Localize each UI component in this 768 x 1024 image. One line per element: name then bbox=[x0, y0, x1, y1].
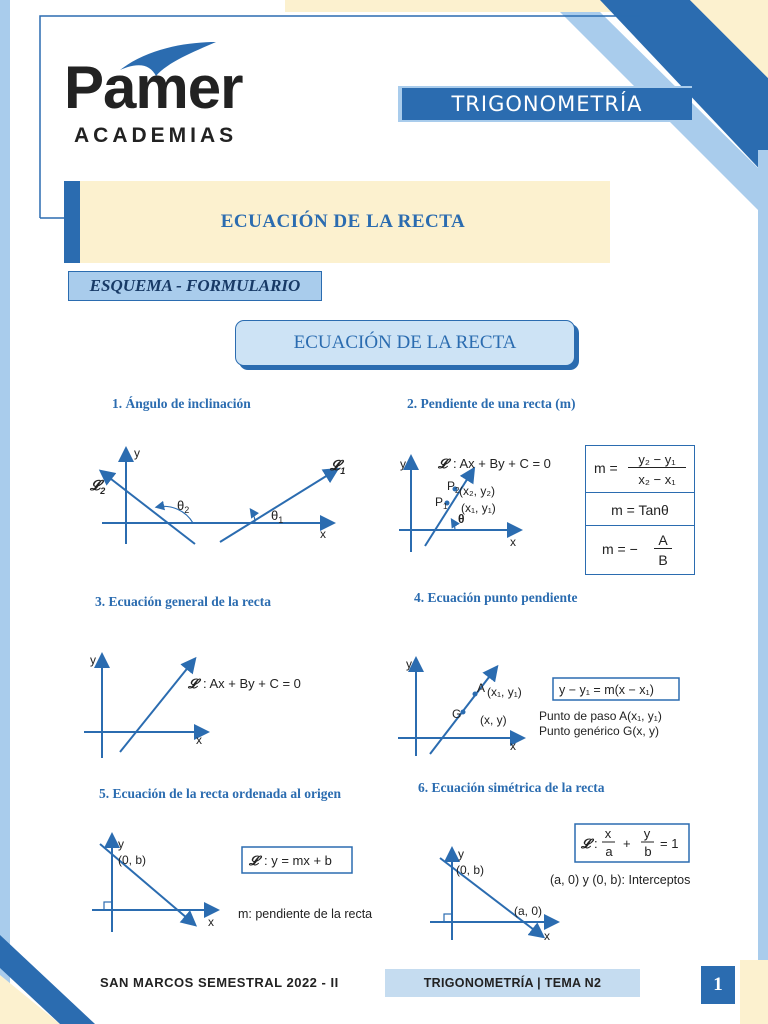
slope-intercept-formula: : y = mx + b bbox=[264, 853, 332, 868]
b-intercept-label: (0, b) bbox=[456, 863, 485, 877]
theta2-label: θ bbox=[177, 498, 185, 513]
section-5-title: 5. Ecuación de la recta ordenada al origen bbox=[99, 786, 341, 801]
svg-text:θ2: $\theta_2$ bbox=[177, 498, 190, 515]
x-label: x bbox=[208, 915, 214, 929]
slope-formula-coefficients: m = − A B bbox=[585, 525, 695, 575]
y-label: y bbox=[118, 837, 124, 851]
svg-text:𝓛: 𝓛 bbox=[438, 456, 448, 471]
svg-text:𝓛: 𝓛 bbox=[581, 836, 591, 851]
svg-text:P2: $P_2$ bbox=[447, 479, 460, 495]
slope-formula-tangent: m = Tanθ bbox=[585, 492, 695, 528]
p1-coordinates: (x₁, y₁) bbox=[461, 501, 496, 515]
p2-coordinates: (x₂, y₂) bbox=[459, 484, 495, 498]
section-1-title: 1. Ángulo de inclinación bbox=[112, 396, 251, 411]
line-l1 bbox=[220, 470, 336, 542]
svg-text:P1: $P_1$ bbox=[435, 495, 448, 511]
section-2-title: 2. Pendiente de una recta (m) bbox=[407, 396, 576, 411]
svg-text:x: x bbox=[604, 826, 612, 841]
footer-course: SAN MARCOS SEMESTRAL 2022 - II bbox=[100, 975, 339, 990]
svg-text:+: + bbox=[623, 836, 631, 851]
svg-text:a: a bbox=[605, 844, 613, 859]
b-intercept-label: (0, b) bbox=[118, 853, 147, 867]
theta-label: θ bbox=[458, 512, 465, 526]
symmetric-equation-diagram bbox=[428, 816, 738, 944]
svg-text:G: G bbox=[452, 707, 462, 721]
x-label: x bbox=[320, 527, 326, 541]
y-label: y bbox=[458, 847, 464, 861]
x-label: x bbox=[544, 929, 550, 943]
line-l bbox=[100, 844, 194, 924]
esquema-label: ESQUEMA - FORMULARIO bbox=[68, 271, 322, 301]
section-6-title: 6. Ecuación simétrica de la recta bbox=[418, 780, 605, 795]
svg-text:θ1: $\theta_1$ bbox=[271, 508, 284, 525]
x-label: x bbox=[510, 535, 516, 549]
general-equation: : Ax + By + C = 0 bbox=[453, 456, 551, 471]
svg-text:b: b bbox=[644, 844, 652, 859]
svg-text:= 1: = 1 bbox=[660, 836, 679, 851]
svg-text:A: A bbox=[477, 681, 486, 695]
brand-name: Pamer bbox=[64, 54, 243, 121]
l1-label: 𝓛 bbox=[330, 457, 341, 473]
general-equation: : Ax + By + C = 0 bbox=[203, 676, 301, 691]
x-label: x bbox=[510, 739, 516, 753]
main-title: ECUACIÓN DE LA RECTA bbox=[235, 320, 575, 366]
svg-text:𝓛: 𝓛 bbox=[249, 853, 259, 868]
page-number: 1 bbox=[701, 966, 735, 1004]
intercepts-note: (a, 0) y (0, b): Interceptos bbox=[550, 873, 691, 887]
point-slope-formula: y − y₁ = m(x − x₁) bbox=[559, 683, 654, 697]
slope-note: m: pendiente de la recta bbox=[238, 907, 373, 921]
topic-title: ECUACIÓN DE LA RECTA bbox=[220, 211, 466, 232]
y-label: y bbox=[406, 657, 412, 671]
slope-intercept-diagram bbox=[88, 806, 408, 936]
slope-formula-two-points: m = y₂ − y₁ x₂ − x₁ bbox=[585, 445, 695, 495]
note-generic-point: Punto genérico G(x, y) bbox=[539, 724, 660, 738]
svg-text:y: y bbox=[643, 826, 651, 841]
brand-subtitle: ACADEMIAS bbox=[74, 124, 238, 147]
a-coordinates: (x₁, y₁) bbox=[487, 685, 522, 699]
y-label: y bbox=[134, 446, 140, 460]
g-coordinates: (x, y) bbox=[480, 713, 507, 727]
subject-banner: TRIGONOMETRÍA bbox=[402, 88, 692, 120]
y-label: y bbox=[400, 457, 406, 471]
y-label: y bbox=[90, 653, 96, 667]
svg-text::: : bbox=[594, 836, 598, 851]
footer-topic: TRIGONOMETRÍA | TEMA N2 bbox=[385, 969, 640, 997]
svg-text:𝓛1: 𝓛$_1$ bbox=[330, 457, 346, 476]
note-passing-point: Punto de paso A(x₁, y₁) bbox=[539, 709, 662, 723]
line-l bbox=[120, 660, 194, 752]
svg-text:𝓛2: 𝓛$_2$ bbox=[90, 477, 106, 496]
x-label: x bbox=[196, 733, 202, 747]
svg-text:𝓛: 𝓛 bbox=[188, 676, 198, 691]
theta1-label: θ bbox=[271, 508, 279, 523]
point-slope-diagram bbox=[396, 652, 756, 757]
section-4-title: 4. Ecuación punto pendiente bbox=[414, 590, 578, 605]
a-intercept-label: (a, 0) bbox=[514, 904, 543, 918]
section-3-title: 3. Ecuación general de la recta bbox=[95, 594, 271, 609]
general-equation-diagram bbox=[84, 650, 334, 762]
l2-label: 𝓛 bbox=[90, 477, 101, 493]
slope-diagram bbox=[395, 448, 585, 553]
inclination-angle-diagram bbox=[80, 440, 350, 550]
